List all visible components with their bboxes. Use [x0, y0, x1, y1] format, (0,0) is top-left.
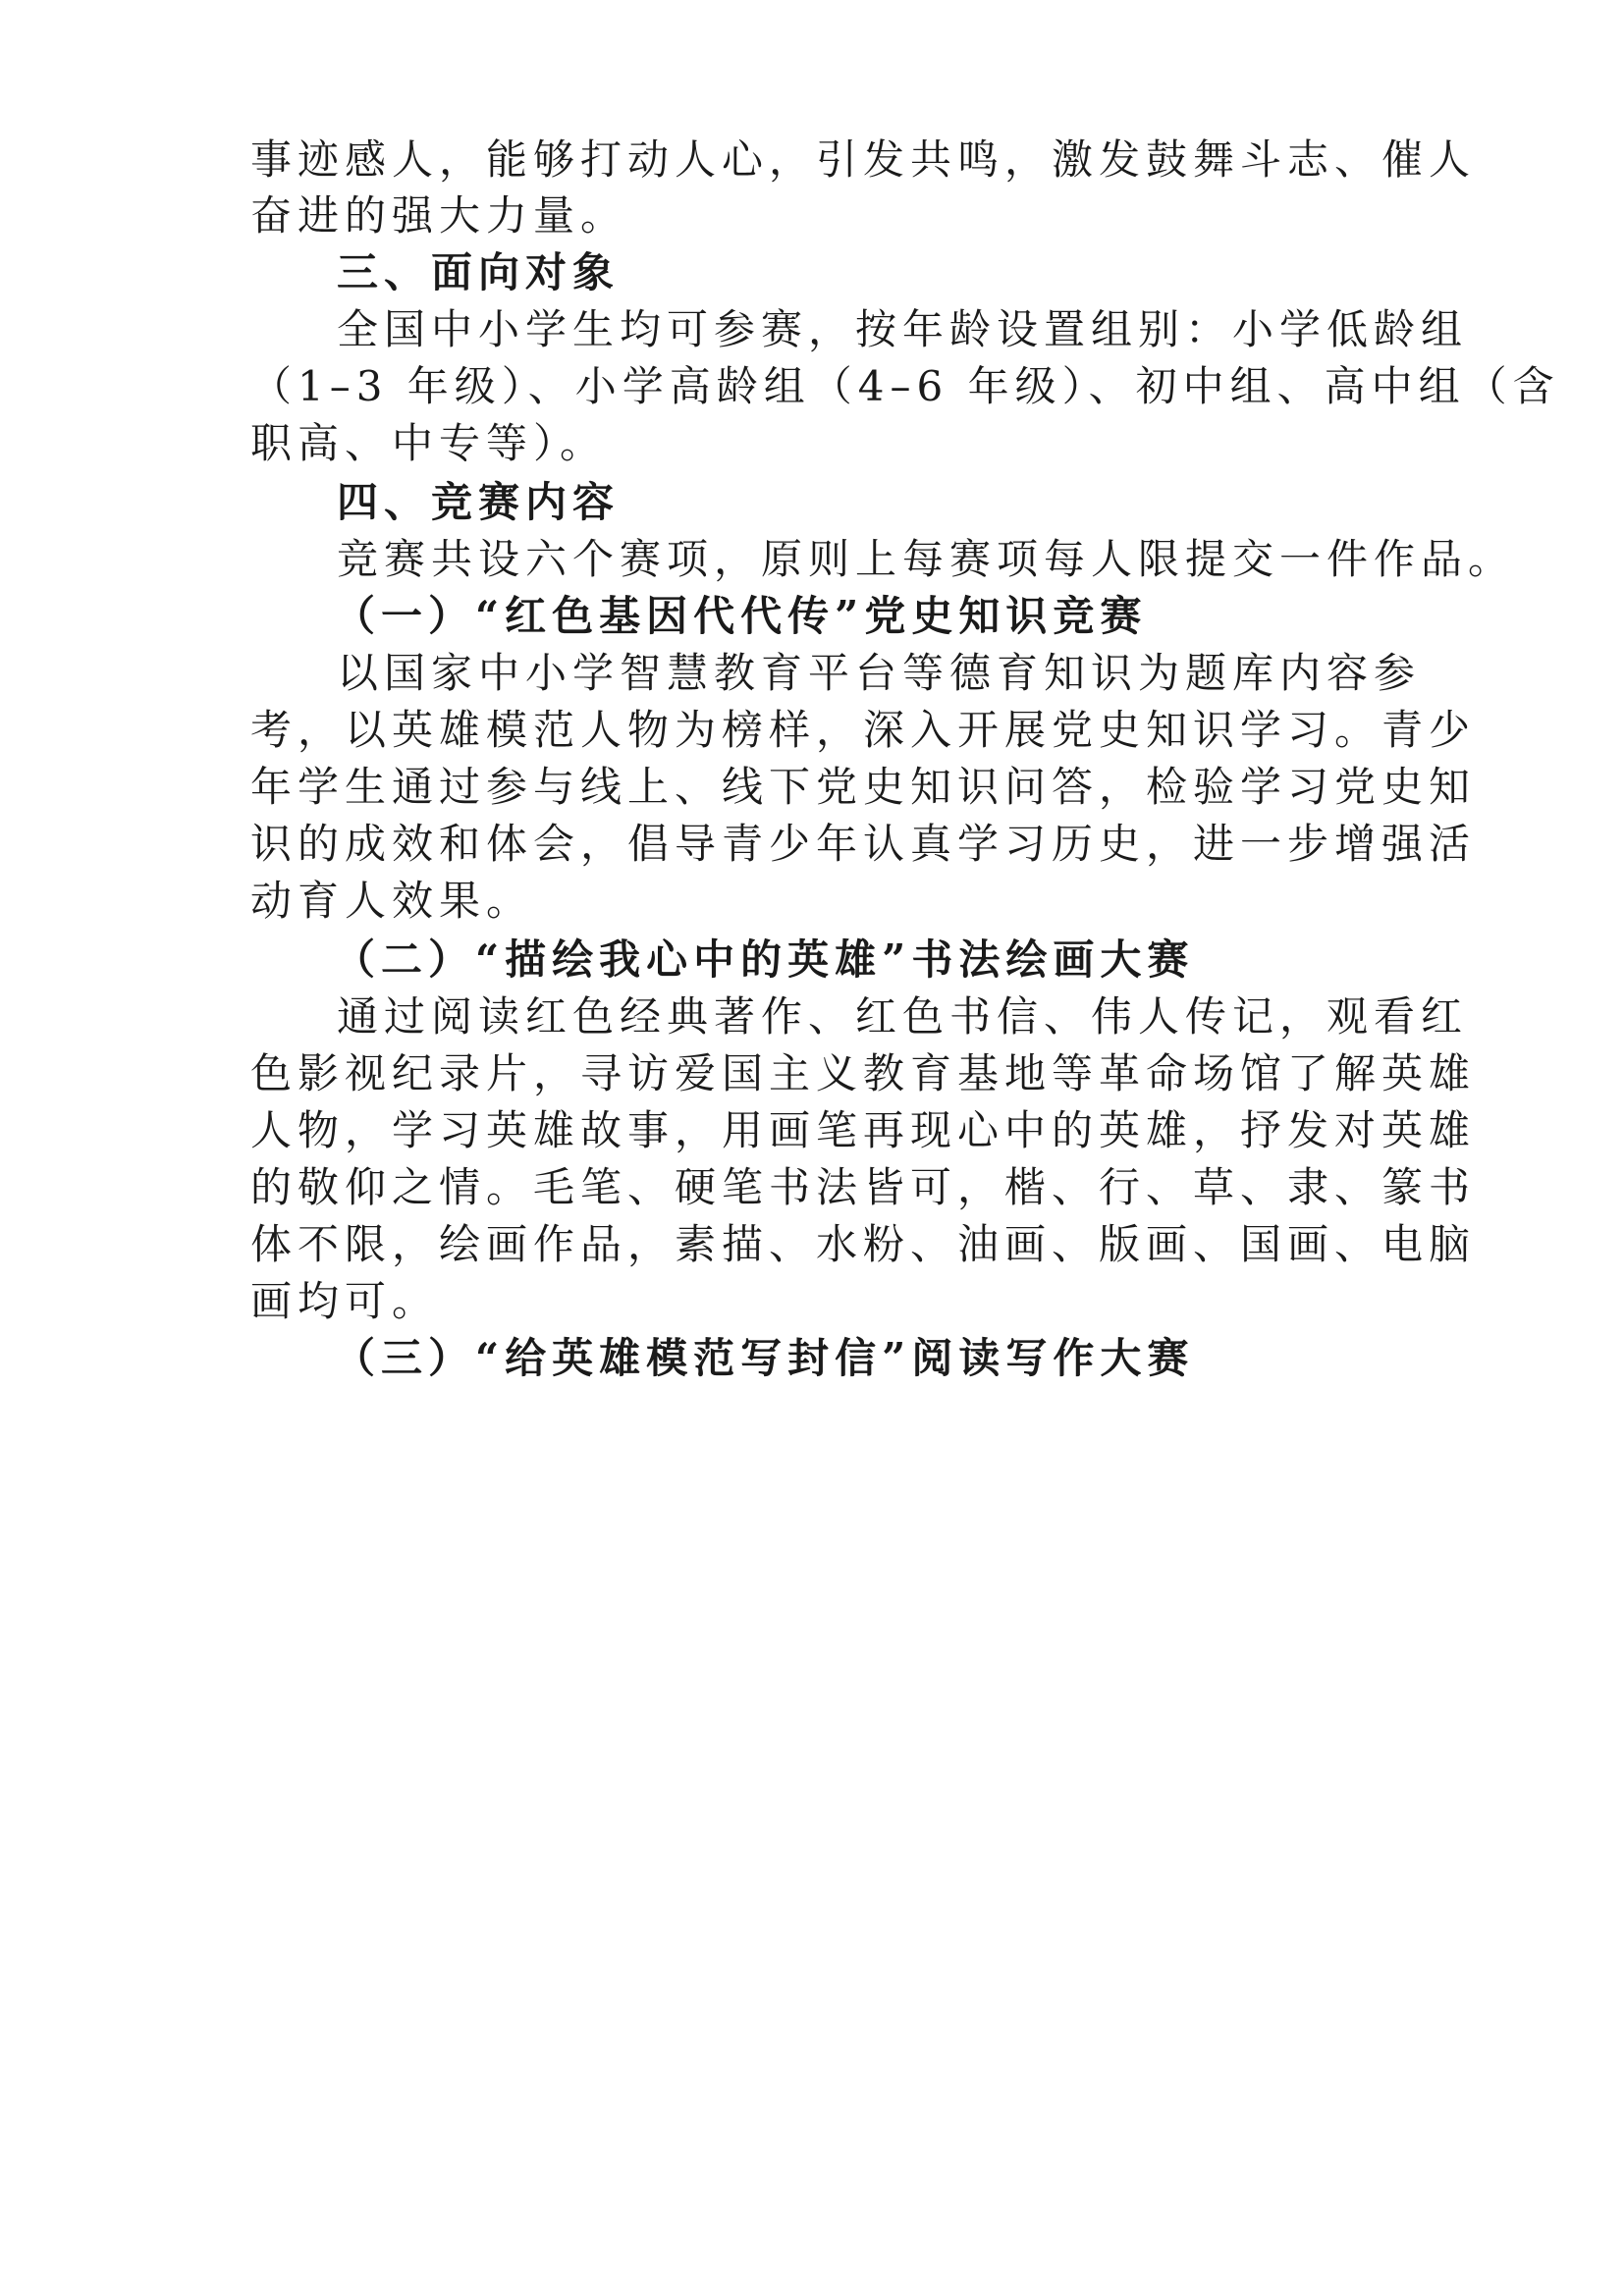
subsection-heading-1: （一）“红色基因代代传”党史知识竞赛 [334, 592, 1148, 640]
paragraph-line: 动育人效果。 [250, 877, 534, 925]
section-heading-target-audience: 三、面向对象 [337, 248, 621, 296]
paragraph-line: 奋进的强大力量。 [250, 191, 628, 240]
paragraph-line: （1–3 年级）、小学高龄组（4–6 年级）、初中组、高中组（含 [250, 362, 1560, 410]
paragraph-line: 的敬仰之情。毛笔、硬笔书法皆可，楷、行、草、隶、篆书 [250, 1163, 1477, 1211]
paragraph-line: 职高、中专等）。 [250, 419, 608, 467]
paragraph-line: 通过阅读红色经典著作、红色书信、伟人传记，观看红 [337, 992, 1469, 1041]
paragraph-line: 全国中小学生均可参赛，按年龄设置组别：小学低龄组 [337, 305, 1469, 353]
paragraph-line: 色影视纪录片，寻访爱国主义教育基地等革命场馆了解英雄 [250, 1049, 1477, 1097]
paragraph-line: 年学生通过参与线上、线下党史知识问答，检验学习党史知 [250, 763, 1477, 811]
paragraph-line: 识的成效和体会，倡导青少年认真学习历史，进一步增强活 [250, 820, 1477, 868]
section-heading-contest-content: 四、竞赛内容 [337, 478, 621, 526]
paragraph-line: 体不限，绘画作品，素描、水粉、油画、版画、国画、电脑 [250, 1220, 1477, 1268]
subsection-heading-3: （三）“给英雄模范写封信”阅读写作大赛 [334, 1334, 1195, 1382]
subsection-heading-2: （二）“描绘我心中的英雄”书法绘画大赛 [334, 935, 1195, 984]
paragraph-line: 画均可。 [250, 1277, 440, 1325]
paragraph-line: 人物，学习英雄故事，用画笔再现心中的英雄，抒发对英雄 [250, 1106, 1477, 1154]
paragraph-line: 考，以英雄模范人物为榜样，深入开展党史知识学习。青少 [250, 706, 1477, 754]
paragraph-line: 竞赛共设六个赛项，原则上每赛项每人限提交一件作品。 [337, 535, 1516, 583]
paragraph-line: 以国家中小学智慧教育平台等德育知识为题库内容参 [337, 649, 1422, 697]
paragraph-line: 事迹感人，能够打动人心，引发共鸣，激发鼓舞斗志、催人 [250, 135, 1477, 184]
